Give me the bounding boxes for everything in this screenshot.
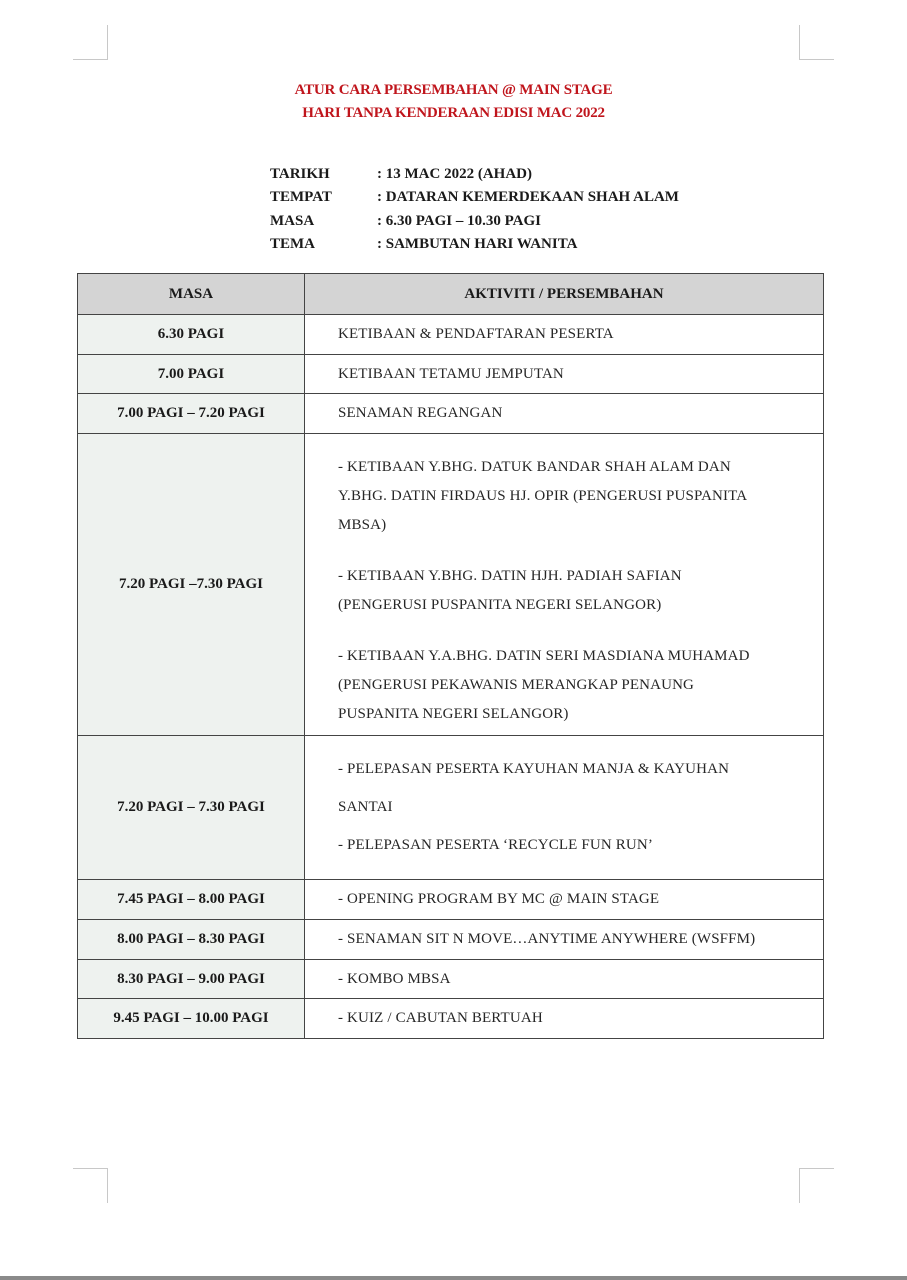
activity-cell	[305, 880, 824, 920]
time-cell: 7.00 PAGI – 7.20 PAGI	[78, 394, 305, 434]
activity-line: - PELEPASAN PESERTA ‘RECYCLE FUN RUN’	[338, 837, 654, 853]
activity-line: (PENGERUSI PEKAWANIS MERANGKAP PENAUNG	[338, 677, 695, 693]
table-row	[78, 960, 824, 999]
activity-line: - PELEPASAN PESERTA KAYUHAN MANJA & KAYUHAN	[338, 761, 730, 777]
info-label: TARIKH	[270, 166, 330, 182]
crop-mark-bottom-left	[73, 1168, 108, 1203]
time-cell: 6.30 PAGI	[78, 315, 305, 355]
activity-text: - KUIZ / CABUTAN BERTUAH	[338, 1010, 543, 1026]
doc-title-line2: HARI TANPA KENDERAAN EDISI MAC 2022	[302, 105, 605, 121]
activity-cell	[305, 736, 824, 880]
crop-mark-top-left	[73, 25, 108, 60]
activity-text: KETIBAAN TETAMU JEMPUTAN	[338, 366, 564, 382]
table-row	[78, 736, 824, 880]
table-row	[78, 880, 824, 920]
doc-title-line1: ATUR CARA PERSEMBAHAN @ MAIN STAGE	[294, 82, 613, 98]
activity-line: Y.BHG. DATIN FIRDAUS HJ. OPIR (PENGERUSI PUSPANITA	[338, 488, 748, 504]
activity-block-list	[338, 434, 813, 729]
crop-mark-top-right	[799, 25, 834, 60]
activity-line: - KETIBAAN Y.A.BHG. DATIN SERI MASDIANA MUHAMAD	[338, 648, 750, 664]
activity-cell	[305, 920, 824, 960]
info-value: : SAMBUTAN HARI WANITA	[377, 235, 578, 252]
activity-text: - KOMBO MBSA	[338, 971, 451, 987]
info-value: : 13 MAC 2022 (AHAD)	[377, 166, 532, 182]
bottom-edge-bar	[0, 1276, 907, 1280]
activity-cell	[305, 960, 824, 999]
activity-cell	[305, 355, 824, 394]
info-value: : DATARAN KEMERDEKAAN SHAH ALAM	[377, 189, 679, 206]
table-row	[78, 355, 824, 394]
activity-text: - OPENING PROGRAM BY MC @ MAIN STAGE	[338, 891, 660, 907]
activity-line: - KETIBAAN Y.BHG. DATIN HJH. PADIAH SAFIAN	[338, 568, 682, 584]
time-cell: 7.20 PAGI –7.30 PAGI	[78, 434, 305, 736]
activity-text: SENAMAN REGANGAN	[338, 405, 503, 421]
info-value: : 6.30 PAGI – 10.30 PAGI	[377, 212, 542, 229]
activity-text: KETIBAAN & PENDAFTARAN PESERTA	[338, 326, 614, 342]
activity-line: MBSA)	[338, 517, 387, 533]
activity-line: SANTAI	[338, 799, 393, 815]
time-cell: 9.45 PAGI – 10.00 PAGI	[78, 999, 305, 1039]
info-label: TEMA	[270, 235, 315, 252]
table-row	[78, 920, 824, 960]
table-row	[78, 394, 824, 434]
table-row	[78, 434, 824, 736]
info-label: MASA	[270, 212, 315, 229]
column-header-activity: AKTIVITI / PERSEMBAHAN	[305, 274, 824, 315]
activity-block-list	[338, 736, 813, 864]
activity-line: - KETIBAAN Y.BHG. DATUK BANDAR SHAH ALAM DAN	[338, 459, 731, 475]
table-header-row	[78, 274, 824, 315]
activity-text: - SENAMAN SIT N MOVE…ANYTIME ANYWHERE (WSFFM)	[338, 931, 756, 947]
table-row	[78, 315, 824, 355]
time-cell: 8.00 PAGI – 8.30 PAGI	[78, 920, 305, 960]
time-cell: 7.45 PAGI – 8.00 PAGI	[78, 880, 305, 920]
info-label: TEMPAT	[270, 189, 332, 206]
table-row	[78, 999, 824, 1039]
time-cell: 8.30 PAGI – 9.00 PAGI	[78, 960, 305, 999]
activity-line: (PENGERUSI PUSPANITA NEGERI SELANGOR)	[338, 597, 662, 613]
crop-mark-bottom-right	[799, 1168, 834, 1203]
activity-cell	[305, 394, 824, 434]
time-cell: 7.20 PAGI – 7.30 PAGI	[78, 736, 305, 880]
column-header-time: MASA	[78, 274, 305, 315]
schedule-table	[77, 273, 824, 1039]
time-cell: 7.00 PAGI	[78, 355, 305, 394]
activity-cell	[305, 434, 824, 736]
activity-cell	[305, 315, 824, 355]
activity-line: PUSPANITA NEGERI SELANGOR)	[338, 706, 569, 722]
activity-cell	[305, 999, 824, 1039]
